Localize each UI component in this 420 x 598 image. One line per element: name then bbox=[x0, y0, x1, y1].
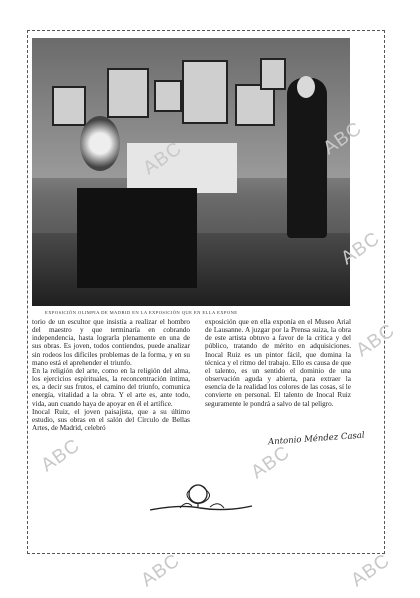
author-signature: Antonio Méndez Casal bbox=[267, 430, 365, 448]
watermark: ABC bbox=[337, 227, 385, 270]
watermark: ABC bbox=[352, 319, 400, 362]
painting-1 bbox=[107, 68, 149, 118]
watermark: ABC bbox=[37, 434, 85, 477]
standing-man bbox=[287, 78, 327, 238]
watermark: ABC bbox=[137, 549, 185, 592]
flower-bouquet bbox=[80, 116, 120, 171]
text-column-left bbox=[32, 318, 190, 432]
flower-ornament-icon bbox=[140, 478, 260, 522]
watermark: ABC bbox=[347, 549, 395, 592]
paragraph: Inocal Ruiz, el joven paisajista, que a su último estudio, sus obras en el salón del Círculo de Bellas Artes, de Madrid, celebró bbox=[32, 407, 190, 433]
paragraph: torio de un escultor que insistía a realizar el hombro del maestro y que terminaría en cobrando independencia, hasta lograrla plenamente en una de sus obras. Es joven, todos contiendos, puede analizar sin rodeos los difíciles problemas de la forma, y en su mano está el aprehender el triunfo. bbox=[32, 318, 190, 367]
paragraph: En la religión del arte, como en la religión del alma, los ejercicios espirituales, la reconcentración íntima, es, a decir sus frutos, el camino del triunfo, comunica energía, vitalidad a la obra. Y el arte es, ante todo, vida, aun cuando haya de apoyar en él el artífice. bbox=[32, 366, 190, 408]
painting-3 bbox=[182, 60, 228, 124]
painting-2 bbox=[154, 80, 182, 112]
painting-4 bbox=[235, 84, 275, 126]
watermark: ABC bbox=[139, 137, 187, 180]
paragraph: exposición que en ella exponía en el Museo Arial de Lausanne. A juzgar por la Prensa suiza, la obra de este artista obtuvo a favor de la crítica y del público, tratando de mérito en adquisiciones. Inocal Ruiz es un pintor fácil, que domina la técnica y el ritmo del trabajo. Ello es causa de que el talento, es un sentido el dominio de una observación aguda y abierta, para extraer la esencia de la realidad los colores de las cosas, sí le convierte en personal. El talento de Inocal Ruiz seguramente le pondrá a salvo de tal peligro. bbox=[205, 318, 351, 408]
painting-6 bbox=[52, 86, 86, 126]
display-table bbox=[77, 188, 197, 288]
watermark: ABC bbox=[247, 441, 295, 484]
watermark: ABC bbox=[319, 117, 367, 160]
painting-5 bbox=[260, 58, 286, 90]
exhibition-photo bbox=[32, 38, 350, 306]
man-head bbox=[297, 76, 315, 98]
photo-caption: EXPOSICIÓN OLIMPIA DE MADRID EN LA EXPOSICIÓN QUE EN ELLA EXPONE bbox=[45, 310, 238, 315]
text-column-right bbox=[205, 318, 351, 408]
